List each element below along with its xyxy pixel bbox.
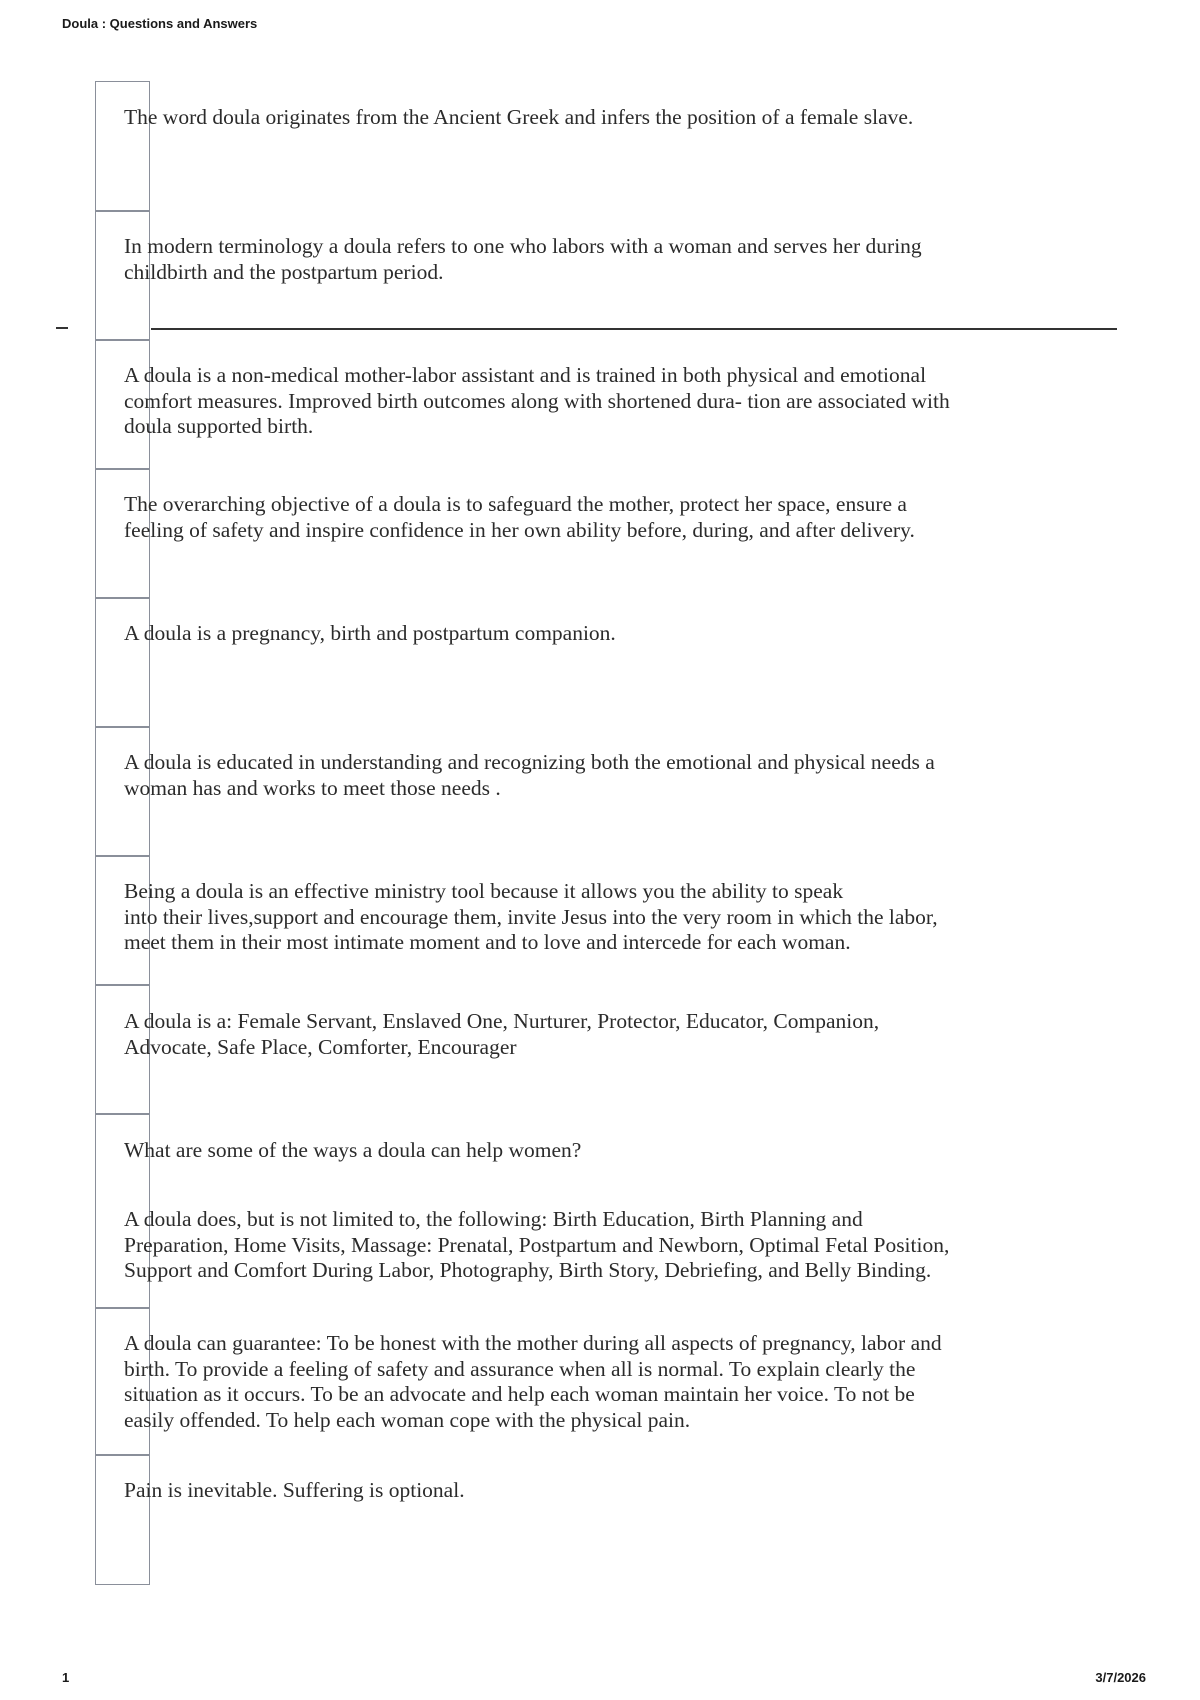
entry [124, 1009, 1134, 1060]
entry-text: A doula is a non-medical mother-labor assistant and is trained in both physical and emotional comfort measures. Improved birth outcomes along with shortened dura- tion are associated with doula supported birth. [124, 363, 950, 438]
entry [124, 1331, 1134, 1433]
entry [124, 1207, 1134, 1284]
entry [124, 621, 1134, 647]
print-date: 3/7/2026 [1095, 1670, 1146, 1685]
entry-text: Pain is inevitable. Suffering is optional. [124, 1478, 465, 1502]
side-box [95, 597, 150, 728]
entry [124, 492, 1134, 543]
entry [124, 1478, 1134, 1504]
entry [124, 363, 1134, 440]
side-box [95, 1454, 150, 1585]
entry-text: The word doula originates from the Ancient Greek and infers the position of a female slave. [124, 105, 914, 129]
entry [124, 105, 1134, 131]
entry-text: A doula is a pregnancy, birth and postpartum companion. [124, 621, 616, 645]
entry-text: Being a doula is an effective ministry tool because it allows you the ability to speak into their lives,support and encourage them, invite Jesus into the very room in which the labor, meet them in their most intimate moment and to love and intercede for each woman. [124, 879, 938, 954]
entry [124, 879, 1134, 956]
entry [124, 234, 1134, 285]
separator-dash [56, 327, 68, 329]
entry [124, 750, 1134, 801]
entry-text: A doula is a: Female Servant, Enslaved One, Nurturer, Protector, Educator, Companion, Advocate, Safe Place, Comforter, Encourager [124, 1009, 880, 1059]
separator-rule [151, 328, 1117, 330]
entry-text: A doula is educated in understanding and recognizing both the emotional and physical needs a woman has and works to meet those needs . [124, 750, 935, 800]
entry-text: A doula does, but is not limited to, the following: Birth Education, Birth Planning and Preparation, Home Visits, Massage: Prenatal, Postpartum and Newborn, Optimal Fetal Position, Support and Comfort During Labor, Photography, Birth Story, Debriefing, and Belly Binding. [124, 1207, 950, 1282]
entry-text: A doula can guarantee: To be honest with the mother during all aspects of pregnancy, labor and birth. To provide a feeling of safety and assurance when all is normal. To explain clearly the situation as it occurs. To be an advocate and help each woman maintain her voice. To not be easily offended. To help each woman cope with the physical pain. [124, 1331, 942, 1432]
page-number: 1 [62, 1670, 70, 1685]
entry-text: In modern terminology a doula refers to one who labors with a woman and serves her during childbirth and the postpartum period. [124, 234, 922, 284]
entry [124, 1138, 1134, 1164]
entry-text: What are some of the ways a doula can help women? [124, 1138, 582, 1162]
side-box [95, 81, 150, 212]
entry-text: The overarching objective of a doula is to safeguard the mother, protect her space, ensure a feeling of safety and inspire confidence in her own ability before, during, and after delivery. [124, 492, 915, 542]
document-title: Doula : Questions and Answers [62, 16, 258, 31]
